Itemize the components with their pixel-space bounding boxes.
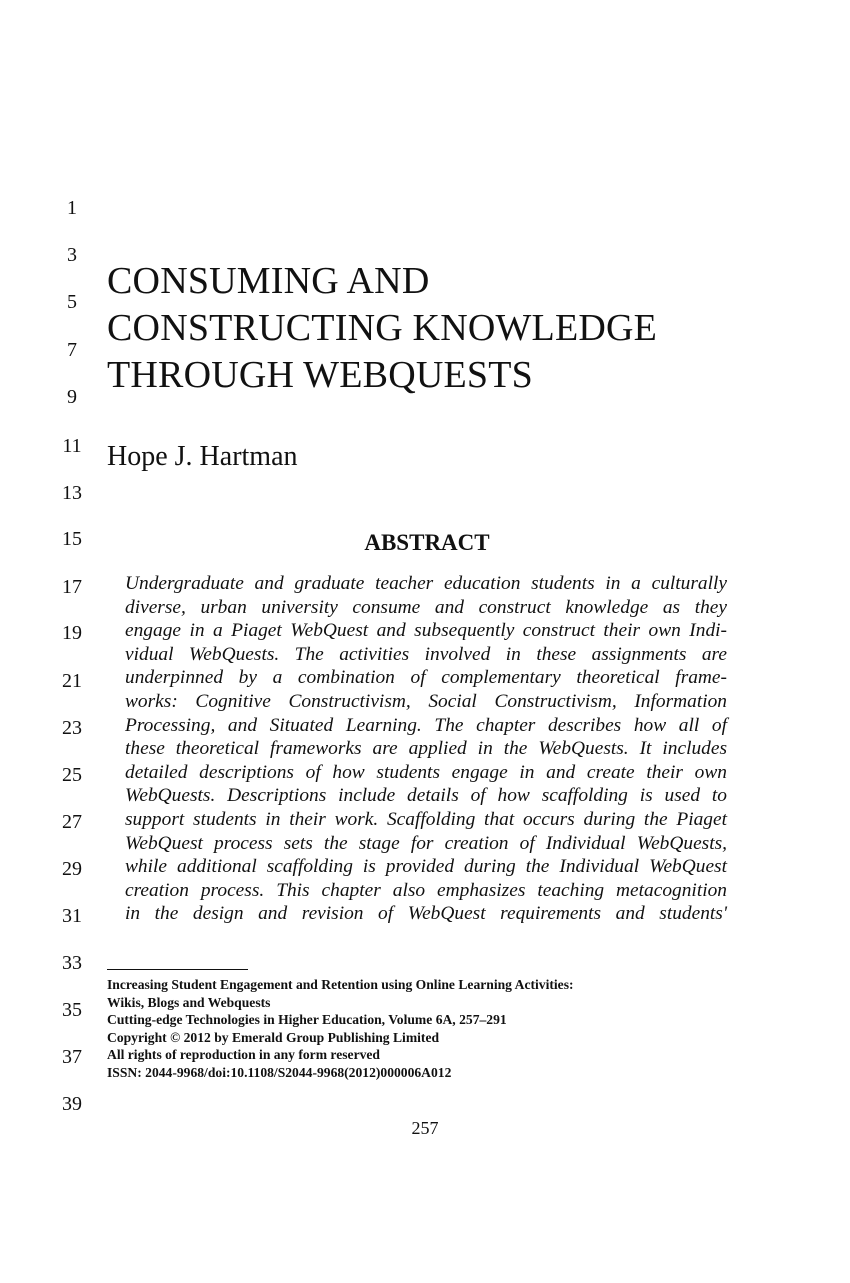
line-number: 11 [62,435,82,457]
publication-footnote [107,976,574,1082]
abstract-line: while additional scaffolding is provided during the Individual WebQuest [125,856,727,878]
author-name: Hope J. Hartman [107,441,298,472]
abstract-body [125,572,727,926]
abstract-line: Undergraduate and graduate teacher education students in a culturally [125,573,727,594]
footnote-line: Cutting-edge Technologies in Higher Education, Volume 6A, 257–291 [107,1012,507,1028]
footnote-line: Copyright © 2012 by Emerald Group Publishing Limited [107,1029,440,1045]
chapter-title [107,258,657,399]
abstract-heading: ABSTRACT [364,530,490,555]
chapter-title-line: CONSUMING AND [107,260,430,302]
abstract-line: in the design and revision of WebQuest requirements and students' [125,903,727,925]
line-number: 19 [62,622,82,644]
abstract-line: support students in their work. Scaffolding that occurs during the Piaget [125,808,727,830]
abstract-line: diverse, urban university consume and construct knowledge as they [125,596,727,618]
abstract-line: vidual WebQuests. The activities involved in these assignments are [125,643,727,665]
footnote-line: Wikis, Blogs and Webquests [107,994,271,1010]
page-number: 257 [411,1118,439,1138]
line-number: 9 [67,386,77,408]
footnote-line: ISSN: 2044-9968/doi:10.1108/S2044-9968(2012)000006A012 [107,1064,452,1080]
abstract-line: Processing, and Situated Learning. The chapter describes how all of [125,714,727,736]
footnote-line: All rights of reproduction in any form reserved [107,1047,380,1063]
chapter-title-line: THROUGH WEBQUESTS [107,354,533,396]
line-number: 31 [62,905,82,927]
line-number: 3 [67,244,77,266]
footnote-divider [107,969,248,970]
line-number: 7 [67,339,77,361]
abstract-line: underpinned by a combination of complementary theoretical frame- [125,667,727,689]
line-number: 1 [67,197,77,219]
line-number: 29 [62,858,82,880]
line-number: 25 [62,764,82,786]
chapter-title-line: CONSTRUCTING KNOWLEDGE [107,307,658,349]
abstract-line: WebQuests. Descriptions include details of how scaffolding is used to [125,785,727,807]
line-number: 13 [62,482,82,504]
line-number: 15 [62,528,82,550]
abstract-line: WebQuest process sets the stage for creation of Individual WebQuests, [125,832,727,854]
footnote-line: Increasing Student Engagement and Retention using Online Learning Activities: [107,977,574,992]
line-number: 17 [62,576,82,598]
abstract-line: engage in a Piaget WebQuest and subsequently construct their own Indi- [125,620,727,642]
line-number: 33 [62,952,82,974]
abstract-line: detailed descriptions of how students engage in and create their own [125,761,727,783]
abstract-line: creation process. This chapter also emphasizes teaching metacognition [125,879,727,901]
line-number: 5 [67,291,77,313]
line-number: 37 [62,1046,82,1068]
abstract-line: works: Cognitive Constructivism, Social Constructivism, Information [125,690,727,712]
line-number: 23 [62,717,82,739]
line-number: 35 [62,999,82,1021]
line-number: 21 [62,670,82,692]
abstract-line: these theoretical frameworks are applied in the WebQuests. It includes [125,738,727,760]
line-number: 27 [62,811,82,833]
line-number: 39 [62,1093,82,1115]
